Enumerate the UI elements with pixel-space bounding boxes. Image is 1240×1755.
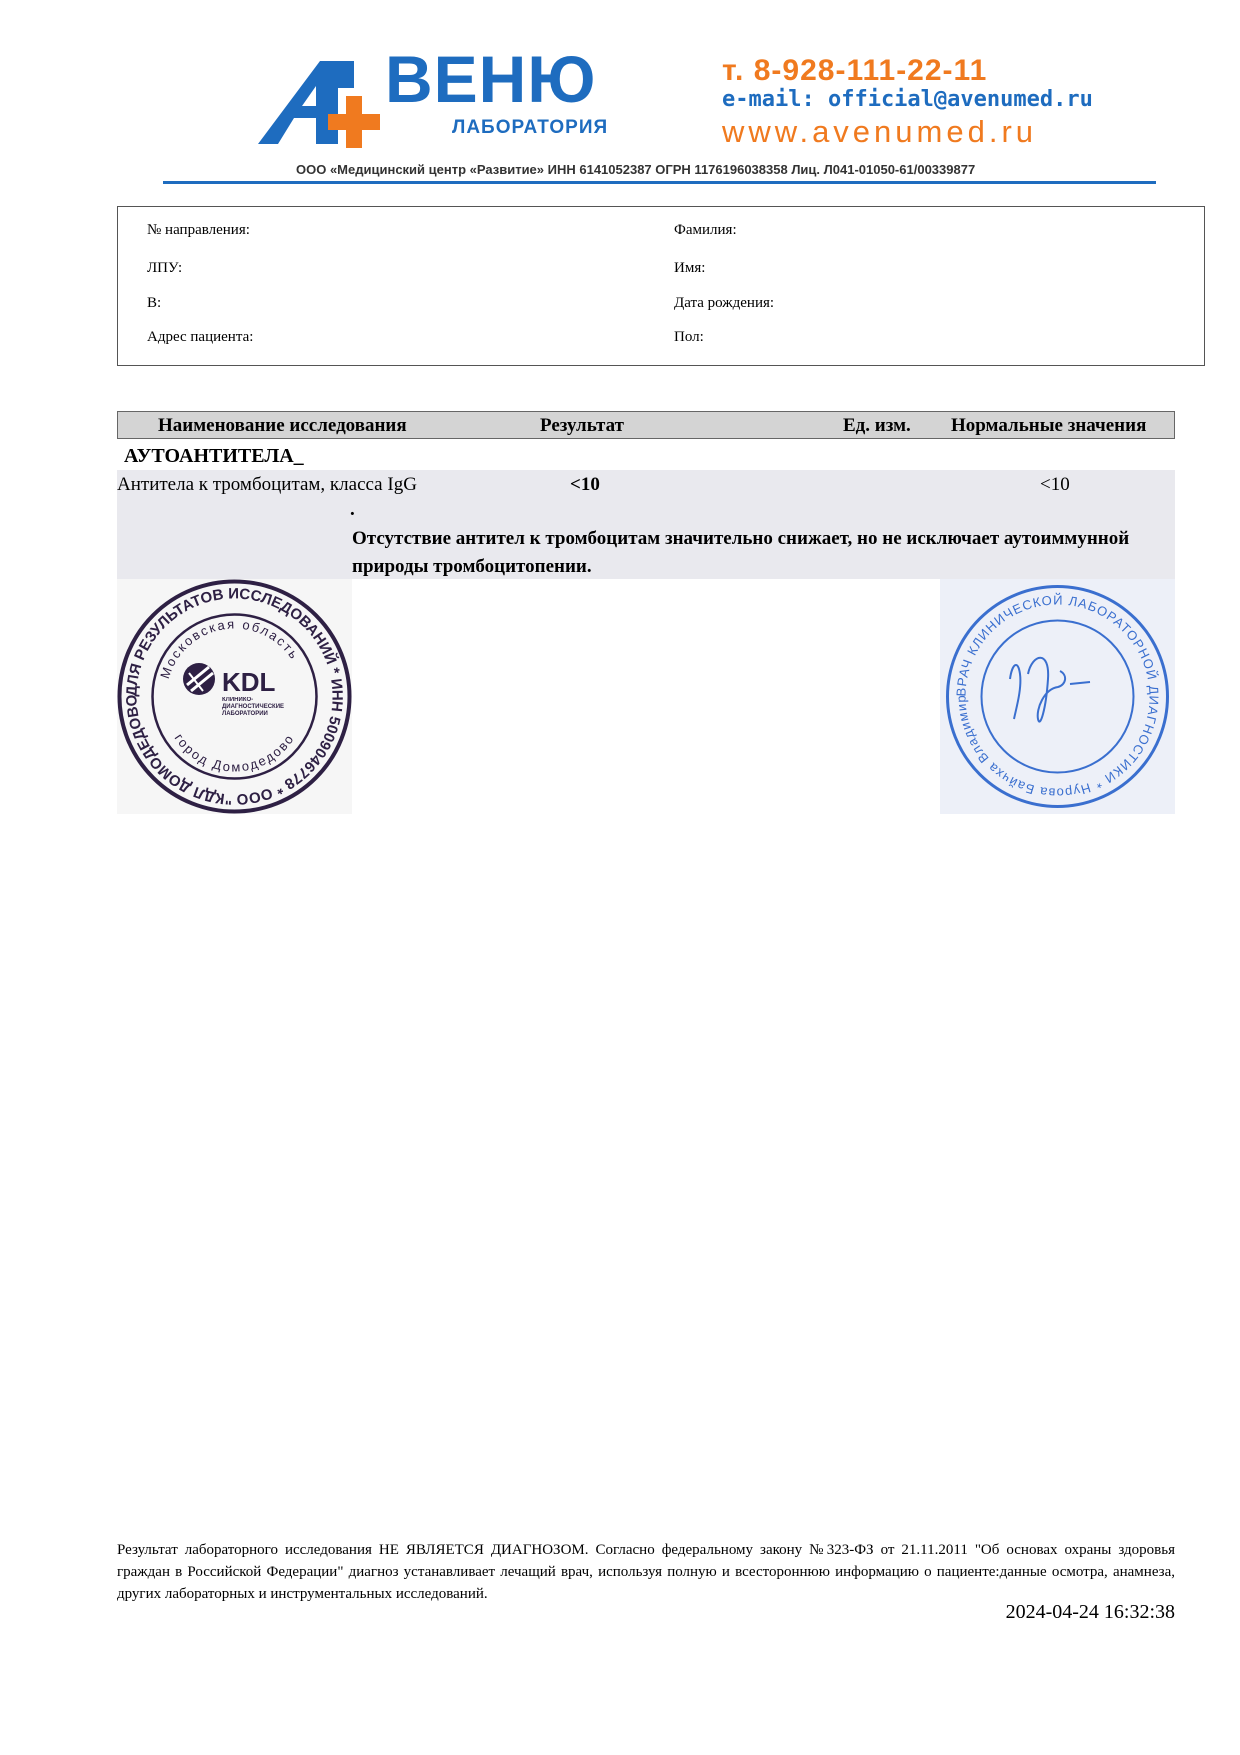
doctor-stamp-icon xyxy=(940,579,1175,814)
signature-icon xyxy=(1010,658,1090,722)
brand-name: ВЕНЮ xyxy=(385,42,597,116)
doctor-stamp-ring-text: ВРАЧ КЛИНИЧЕСКОЙ ЛАБОРАТОРНОЙ ДИАГНОСТИКИ * Нурова Байчха Владимир xyxy=(953,592,1162,801)
header-divider xyxy=(163,181,1156,184)
row-marker: . xyxy=(350,499,355,520)
disclaimer-text: Результат лабораторного исследования НЕ ЯВЛЯЕТСЯ ДИАГНОЗОМ. Согласно федеральному закону №323-ФЗ от 21.11.2011 "Об основах охраны здоровья граждан в Российской Федерации" диагноз устанавливает лечащий врач, используя полную и всестороннюю информацию о пациенте:данные осмотра, анамнеза, других лабораторных и инструментальных исследований. xyxy=(117,1542,1175,1602)
birth-date-label: Дата рождения: xyxy=(674,295,775,311)
column-test-name: Наименование исследования xyxy=(158,415,407,436)
svg-text:город Домодедово xyxy=(172,731,298,775)
v-label: В: xyxy=(147,295,162,311)
avenu-logo-icon xyxy=(258,56,393,151)
lpu-label: ЛПУ: xyxy=(147,260,183,276)
patient-address-label: Адрес пациента: xyxy=(147,329,254,345)
section-title: АУТОАНТИТЕЛА_ xyxy=(124,445,304,467)
column-unit: Ед. изм. xyxy=(843,415,911,436)
sex-label: Пол: xyxy=(674,329,704,345)
test-name: Антитела к тромбоцитам, класса IgG xyxy=(117,474,417,495)
column-normal-values: Нормальные значения xyxy=(951,415,1147,436)
column-result: Результат xyxy=(540,415,624,436)
kdl-logo-subtitle: КЛИНИКО-ДИАГНОСТИЧЕСКИЕ ЛАБОРАТОРИИ xyxy=(222,697,285,717)
brand-subtitle: ЛАБОРАТОРИЯ xyxy=(452,117,609,138)
referral-number-label: № направления: xyxy=(147,222,250,238)
results-table-header xyxy=(117,411,1175,439)
lab-stamp xyxy=(117,579,352,814)
test-normal-value: <10 xyxy=(1040,474,1070,495)
stamp-region: Московская область xyxy=(157,616,303,681)
stamp-city: город Домодедово xyxy=(171,730,298,775)
surname-label: Фамилия: xyxy=(674,222,737,238)
letterhead xyxy=(0,0,1240,190)
contact-email: e-mail: official@avenumed.ru xyxy=(722,87,1093,112)
contact-website: www.avenumed.ru xyxy=(722,114,1038,149)
test-result: <10 xyxy=(570,474,600,495)
test-comment: Отсутствие антител к тромбоцитам значительно снижает, но не исключает аутоиммунной природы тромбоцитопении. xyxy=(352,528,1130,577)
first-name-label: Имя: xyxy=(674,260,706,276)
doctor-stamp xyxy=(940,579,1175,814)
report-timestamp: 2024-04-24 16:32:38 xyxy=(1005,1601,1175,1623)
kdl-stamp-icon xyxy=(117,579,352,814)
patient-info-box xyxy=(117,206,1205,366)
stamp-ring-text: ДЛЯ РЕЗУЛЬТАТОВ ИССЛЕДОВАНИЙ * ИНН 5009046778 * ООО "КДЛ ДОМОДЕДОВО xyxy=(123,585,346,808)
legal-details: ООО «Медицинский центр «Развитие» ИНН 6141052387 ОГРН 1176196038358 Лиц. Л041-01050-61/00339877 xyxy=(296,162,976,177)
kdl-logo-text: KDL xyxy=(222,667,276,697)
contact-phone: т. 8-928-111-22-11 xyxy=(722,54,988,87)
kdl-logo-icon xyxy=(183,663,215,695)
